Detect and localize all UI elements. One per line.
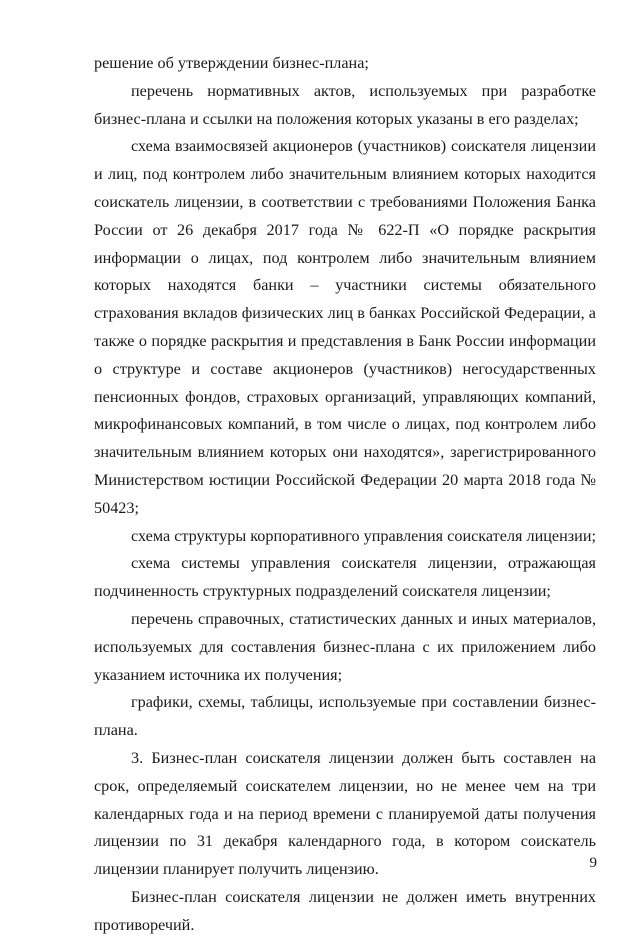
paragraph-no-internal-contradictions: Бизнес-план соискателя лицензии не должен иметь внутренних противоречий.	[94, 887, 596, 934]
paragraph-reference-data-list: перечень справочных, статистических данных и иных материалов, используемых для составления бизнес-плана с их приложением либо указанием источника их получения;	[94, 609, 596, 684]
page-number: 9	[589, 855, 597, 871]
paragraph-normative-acts-list: перечень нормативных актов, используемых при разработке бизнес-плана и ссылки на положения которых указаны в его разделах;	[94, 81, 596, 128]
paragraph-corporate-governance-scheme: схема структуры корпоративного управления соискателя лицензии;	[131, 526, 596, 545]
paragraph-shareholders-relationship-scheme: схема взаимосвязей акционеров (участников) соискателя лицензии и лиц, под контролем либо значительным влиянием которых находится соискатель лицензии, в соответствии с требованиями Положения Банка России от 26 декабря 2017 года № 622-П «О порядке раскрытия информации о лицах, под контролем либо значительным влиянием которых находятся банки – участники системы обязательного страхования вкладов физических лиц в банках Российской Федерации, а также о порядке раскрытия и представления в Банк России информации о структуре и составе акционеров (участников) негосударственных пенсионных фондов, страховых организаций, управляющих компаний, микрофинансовых компаний, в том числе о лицах, под контролем либо значительным влиянием которых они находятся», зарегистрированного Министерством юстиции Российской Федерации 20 марта 2018 года № 50423;	[94, 137, 596, 517]
paragraph-management-system-scheme: схема системы управления соискателя лицензии, отражающая подчиненность структурных подразделений соискателя лицензии;	[94, 554, 596, 601]
paragraph-graphs-schemes-tables: графики, схемы, таблицы, используемые при составлении бизнес-плана.	[94, 693, 596, 740]
paragraph-business-plan-approval-decision: решение об утверждении бизнес-плана;	[94, 54, 369, 72]
paragraph-section-3-term: 3. Бизнес-план соискателя лицензии должен быть составлен на срок, определяемый соискателем лицензии, но не менее чем на три календарных года и на период времени с планируемой даты получения лицензии по 31 декабря календарного года, в котором соискатель лицензии планирует получить лицензию.	[94, 748, 596, 879]
document-body	[94, 50, 596, 940]
